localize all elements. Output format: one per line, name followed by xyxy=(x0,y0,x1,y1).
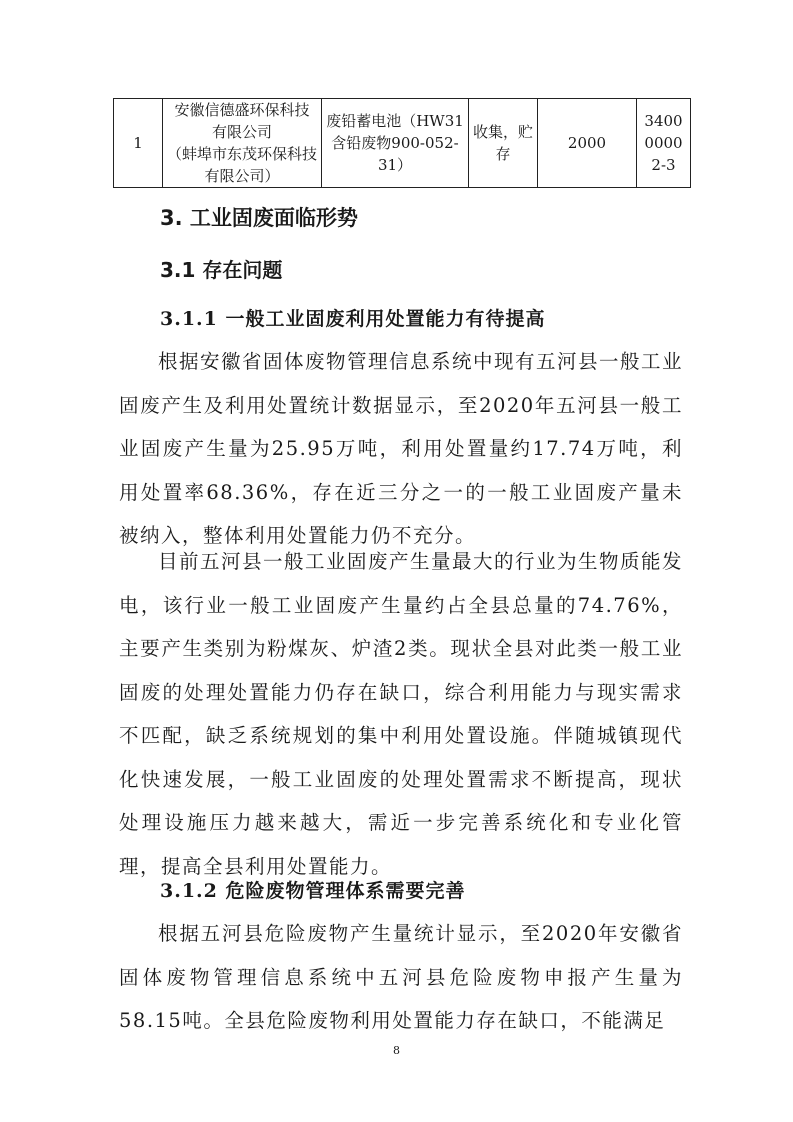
operation-cell: 收集，贮存 xyxy=(469,99,538,188)
item-heading-3-1-1: 3.1.1 一般工业固废利用处置能力有待提高 xyxy=(160,308,546,330)
section-heading: 3. 工业固废面临形势 xyxy=(160,206,358,230)
item-heading-3-1-2: 3.1.2 危险废物管理体系需要完善 xyxy=(160,880,466,902)
company-name-cell xyxy=(163,99,322,188)
waste-type-cell: 废铅蓄电池（HW31含铅废物900-052-31） xyxy=(322,99,469,188)
capacity-cell: 2000 xyxy=(538,99,637,188)
paragraph: 目前五河县一般工业固废产生量最大的行业为生物质能发电，该行业一般工业固废产生量约占全县总量的74.76%，主要产生类别为粉煤灰、炉渣2类。现状全县对此类一般工业固废的处理处置能力仍存在缺口，综合利用能力与现实需求不匹配，缺乏系统规划的集中利用处置设施。伴随城镇现代化快速发展，一般工业固废的处理处置需求不断提高，现状处理设施压力越来越大，需近一步完善系统化和专业化管理，提高全县利用处置能力。 xyxy=(119,550,684,878)
subsection-heading: 3.1 存在问题 xyxy=(160,258,283,282)
paragraph: 根据五河县危险废物产生量统计显示，至2020年安徽省固体废物管理信息系统中五河县危险废物申报产生量为58.15吨。全县危险废物利用处置能力存在缺口，不能满足 xyxy=(119,922,683,1032)
company-name-line: 有限公司） xyxy=(204,167,280,185)
row-number: 1 xyxy=(114,99,163,188)
company-name-line: （蚌埠市东茂环保科技 xyxy=(167,145,318,163)
waste-facility-table xyxy=(113,98,691,188)
paragraph: 根据安徽省固体废物管理信息系统中现有五河县一般工业固废产生及利用处置统计数据显示，至2020年五河县一般工业固废产生量为25.95万吨，利用处置量约17.74万吨，利用处置率68.36%，存在近三分之一的一般工业固废产量未被纳入，整体利用处置能力仍不充分。 xyxy=(119,350,684,547)
company-name-line: 安徽信德盛环保科技 xyxy=(174,101,310,119)
company-name-line: 有限公司 xyxy=(211,123,272,141)
page-number: 8 xyxy=(393,1044,400,1057)
license-code-cell: 340000002-3 xyxy=(637,99,691,188)
table-row xyxy=(114,99,691,188)
